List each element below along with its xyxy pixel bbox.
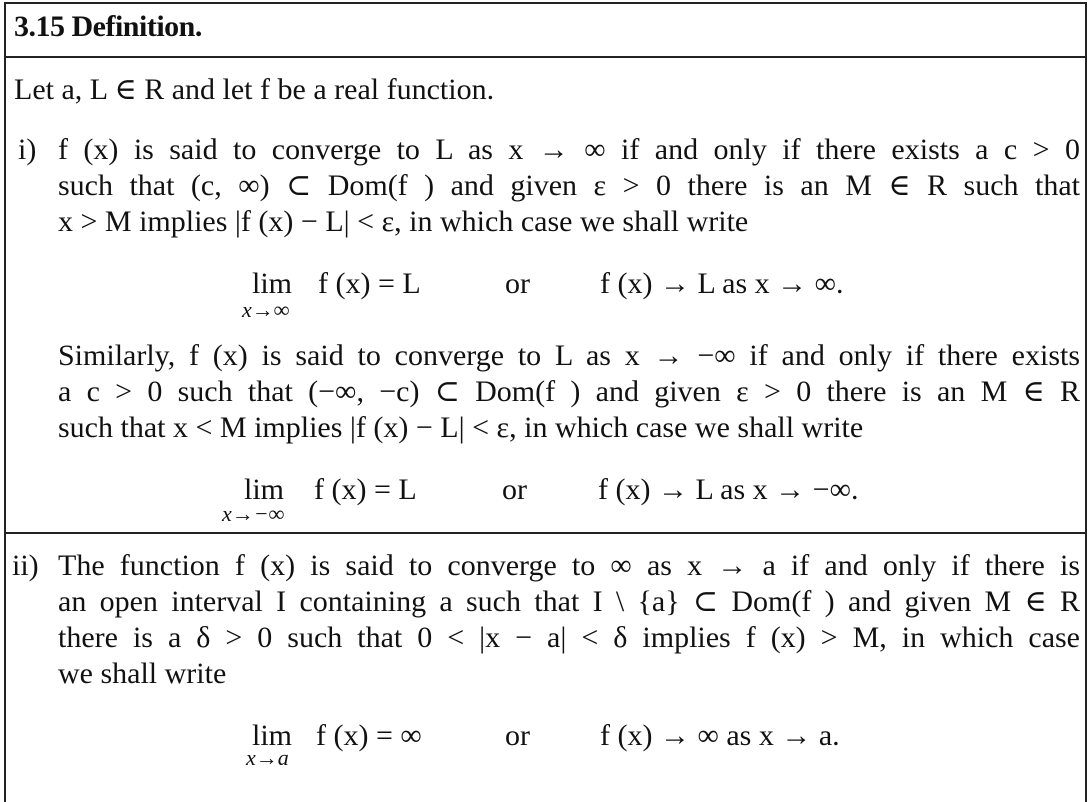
- item-i-line-5: a c > 0 such that (−∞, −c) ⊂ Dom(f ) and given ε > 0 there is an M ∈ R: [58, 375, 1080, 408]
- item-ii-marker: ii): [12, 549, 39, 582]
- item-i-line-2: such that (c, ∞) ⊂ Dom(f ) and given ε > 0 there is an M ∈ R such that: [58, 169, 1080, 202]
- display-2-sub: x→−∞: [222, 501, 285, 526]
- display-3-lhs: f (x) = ∞: [316, 719, 422, 752]
- display-2-lhs: f (x) = L: [314, 473, 417, 506]
- item-i-line-4: Similarly, f (x) is said to converge to L as x → −∞ if and only if there exists: [58, 339, 1080, 372]
- item-ii-line-4: we shall write: [58, 657, 227, 690]
- item-ii-line-1: The function f (x) is said to converge to ∞ as x → a if and only if there is: [58, 549, 1080, 582]
- item-i-marker: i): [18, 133, 37, 166]
- item-ii-line-2: an open interval I containing a such that I \ {a} ⊂ Dom(f ) and given M ∈ R: [58, 585, 1080, 618]
- display-1-or: or: [505, 267, 530, 300]
- item-i-line-6: such that x < M implies |f (x) − L| < ε, in which case we shall write: [58, 411, 864, 444]
- title-rule: [4, 56, 1087, 58]
- display-2-rhs: f (x) → L as x → −∞.: [598, 473, 859, 506]
- display-3-rhs: f (x) → ∞ as x → a.: [600, 719, 840, 752]
- intro-text: Let a, L ∈ R and let f be a real function.: [14, 73, 495, 106]
- display-3-or: or: [505, 719, 530, 752]
- display-3-sub: x→a: [246, 745, 289, 770]
- item-ii-line-3: there is a δ > 0 such that 0 < |x − a| < δ implies f (x) > M, in which case: [58, 621, 1080, 654]
- definition-title: 3.15 Definition.: [14, 10, 202, 43]
- display-1-sub: x→∞: [242, 297, 290, 322]
- display-3-lim: lim: [252, 719, 293, 752]
- item-separator: [4, 532, 1087, 534]
- display-1-rhs: f (x) → L as x → ∞.: [600, 267, 844, 300]
- item-i-line-3: x > M implies |f (x) − L| < ε, in which case we shall write: [58, 205, 749, 238]
- display-2-lim: lim: [244, 473, 285, 506]
- display-2-or: or: [502, 473, 527, 506]
- display-1-lim: lim: [252, 267, 293, 300]
- display-1-lhs: f (x) = L: [318, 267, 421, 300]
- item-i-line-1: f (x) is said to converge to L as x → ∞ if and only if there exists a c > 0: [58, 133, 1080, 166]
